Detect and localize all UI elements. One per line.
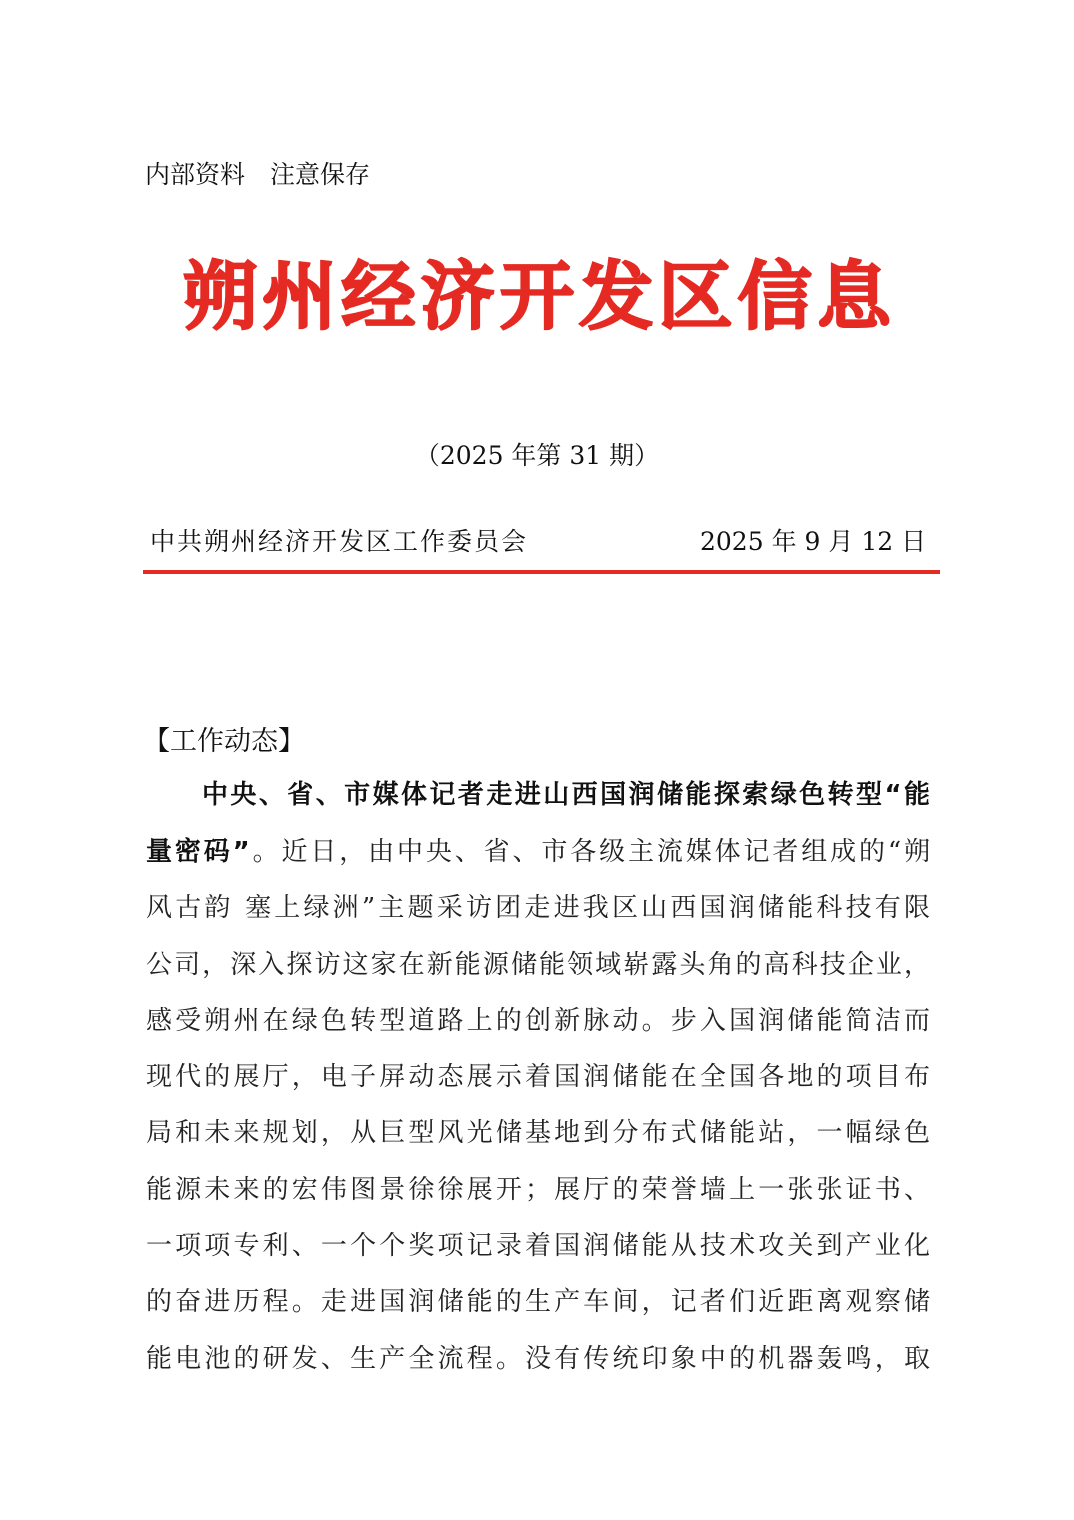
issue-number: （2025 年第 31 期） [414,441,660,470]
article-line: 的奋进历程。走进国润储能的生产车间，记者们近距离观察储 [146,1287,930,1317]
issuing-organization: 中共朔州经济开发区工作委员会 [150,527,529,556]
article-line: 公司，深入探访这家在新能源储能领域崭露头角的高科技企业， [146,950,930,980]
section-heading: 【工作动态】 [143,726,305,757]
red-divider [143,570,940,574]
article-line: 能电池的研发、生产全流程。没有传统印象中的机器轰鸣，取 [146,1344,930,1374]
article-text: 。近日，由中央、省、市各级主流媒体记者组成的“朔 [249,837,930,867]
article-headline-end: 量密码” [146,837,250,867]
issue-date: 2025 年 9 月 12 日 [700,527,927,556]
article-line: 能源未来的宏伟图景徐徐展开；展厅的荣誉墙上一张张证书、 [146,1175,930,1205]
article-line: 感受朔州在绿色转型道路上的创新脉动。步入国润储能简洁而 [146,1006,930,1036]
article-line: 一项项专利、一个个奖项记录着国润储能从技术攻关到产业化 [146,1231,930,1261]
article-headline: 中央、省、市媒体记者走进山西国润储能探索绿色转型“能 [202,780,930,810]
article-line [146,831,930,868]
article-line: 局和未来规划，从巨型风光储基地到分布式储能站，一幅绿色 [146,1118,930,1148]
publication-title: 朔州经济开发区信息 [183,254,893,340]
internal-note: 内部资料 注意保存 [145,160,371,189]
article-line: 现代的展厅，电子屏动态展示着国润储能在全国各地的项目布 [146,1062,930,1092]
article-line: 风古韵 塞上绿洲”主题采访团走进我区山西国润储能科技有限 [146,893,930,923]
